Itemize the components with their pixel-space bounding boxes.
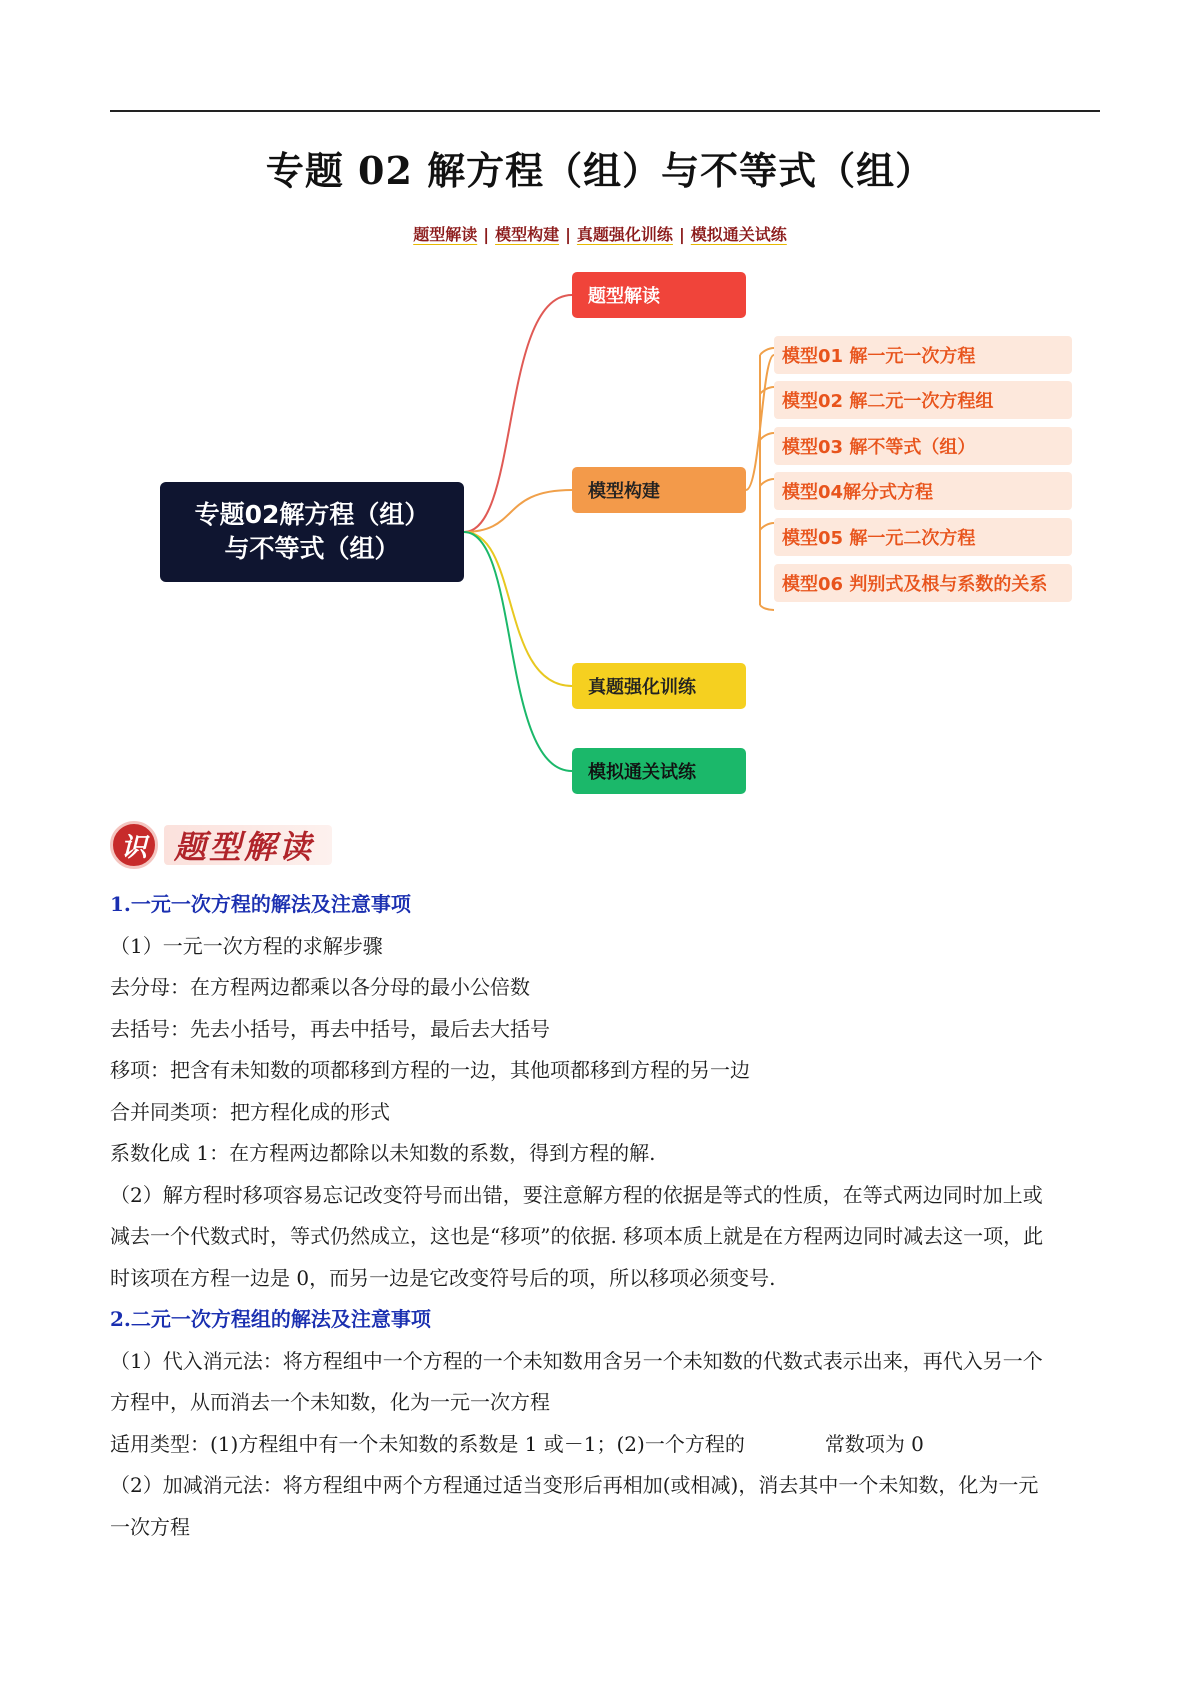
badge-glyph-icon: 识 [110, 821, 158, 869]
section-nav [0, 222, 1200, 245]
paragraph: （2）解方程时移项容易忘记改变符号而出错，要注意解方程的依据是等式的性质，在等式两边同时加上或 [110, 1182, 1043, 1207]
applicable-types-part-2: 常数项为 0 [824, 1431, 924, 1456]
connector-branch-4 [464, 532, 572, 771]
paragraph: 一次方程 [110, 1514, 190, 1539]
paragraph: 方程中，从而消去一个未知数，化为一元一次方程 [110, 1390, 550, 1414]
connector-model-6-tick [760, 605, 774, 610]
heading-2: 2.二元一次方程组的解法及注意事项 [110, 1307, 431, 1331]
nav-separator: | [678, 225, 685, 244]
model-leaf-5[interactable]: 模型05 解一元二次方程 [774, 518, 1072, 556]
branch-zhenti[interactable]: 真题强化训练 [572, 663, 746, 709]
root-line-2: 与不等式（组） [224, 534, 400, 563]
connector-model-2-tick [760, 387, 774, 394]
connector-model-1-tick [760, 348, 774, 355]
connector-branch-2 [464, 490, 572, 532]
model-leaf-4[interactable]: 模型04解分式方程 [774, 472, 1072, 510]
model-leaf-6[interactable]: 模型06 判别式及根与系数的关系 [774, 564, 1072, 602]
nav-item-tixing[interactable]: 题型解读 [413, 225, 478, 244]
paragraph: 系数化成 1：在方程两边都除以未知数的系数，得到方程的解. [110, 1141, 656, 1165]
paragraph: 移项：把含有未知数的项都移到方程的一边，其他项都移到方程的另一边 [110, 1058, 750, 1082]
paragraph: 去括号：先去小括号，再去中括号，最后去大括号 [110, 1016, 550, 1041]
mind-map-root [160, 482, 464, 582]
applicable-types-part-1: 适用类型：(1)方程组中有一个未知数的系数是 1 或－1；(2)一个方程的 [110, 1431, 745, 1456]
root-line-1: 专题02解方程（组） [194, 500, 430, 529]
nav-separator: | [483, 225, 490, 244]
paragraph: （2）加减消元法：将方程组中两个方程通过适当变形后再相加(或相减)，消去其中一个未知数，化为一元 [110, 1473, 1039, 1497]
branch-moni[interactable]: 模拟通关试练 [572, 748, 746, 794]
heading-1: 1.一元一次方程的解法及注意事项 [110, 892, 411, 916]
paragraph: （1）一元一次方程的求解步骤 [110, 933, 383, 958]
paragraph: 减去一个代数式时，等式仍然成立，这也是“移项”的依据. 移项本质上就是在方程两边同时减去这一项，此 [110, 1224, 1044, 1248]
nav-item-moni[interactable]: 模拟通关试练 [690, 225, 787, 244]
model-leaf-1[interactable]: 模型01 解一元一次方程 [774, 336, 1072, 374]
paragraph-applicable-types [110, 1424, 1100, 1466]
model-leaf-2[interactable]: 模型02 解二元一次方程组 [774, 381, 1072, 419]
connector-branch-1 [464, 295, 572, 532]
nav-item-zhenti[interactable]: 真题强化训练 [576, 225, 673, 244]
paragraph: 时该项在方程一边是 0，而另一边是它改变符号后的项，所以移项必须变号. [110, 1265, 776, 1290]
body-content [110, 884, 1100, 1548]
paragraph: 合并同类项：把方程化成的形式 [110, 1099, 390, 1124]
mind-map [0, 250, 1200, 810]
model-leaf-3[interactable]: 模型03 解不等式（组） [774, 427, 1072, 465]
branch-moxing[interactable]: 模型构建 [572, 467, 746, 513]
nav-separator: | [565, 225, 571, 244]
section-header-badge [110, 820, 332, 870]
connector-model-5-tick [760, 523, 774, 530]
connector-model-4-tick [760, 479, 774, 486]
section-title: 题型解读 [164, 825, 332, 865]
connector-model-3-tick [760, 433, 774, 440]
nav-item-moxing[interactable]: 模型构建 [495, 225, 560, 244]
connector-branch-3 [464, 532, 572, 686]
branch-tixing[interactable]: 题型解读 [572, 272, 746, 318]
document-title: 专题 02 解方程（组）与不等式（组） [265, 148, 935, 193]
paragraph: （1）代入消元法：将方程组中一个方程的一个未知数用含另一个未知数的代数式表示出来，再代入另一个 [110, 1348, 1043, 1373]
paragraph: 去分母：在方程两边都乘以各分母的最小公倍数 [110, 975, 530, 999]
header-rule [110, 110, 1100, 112]
